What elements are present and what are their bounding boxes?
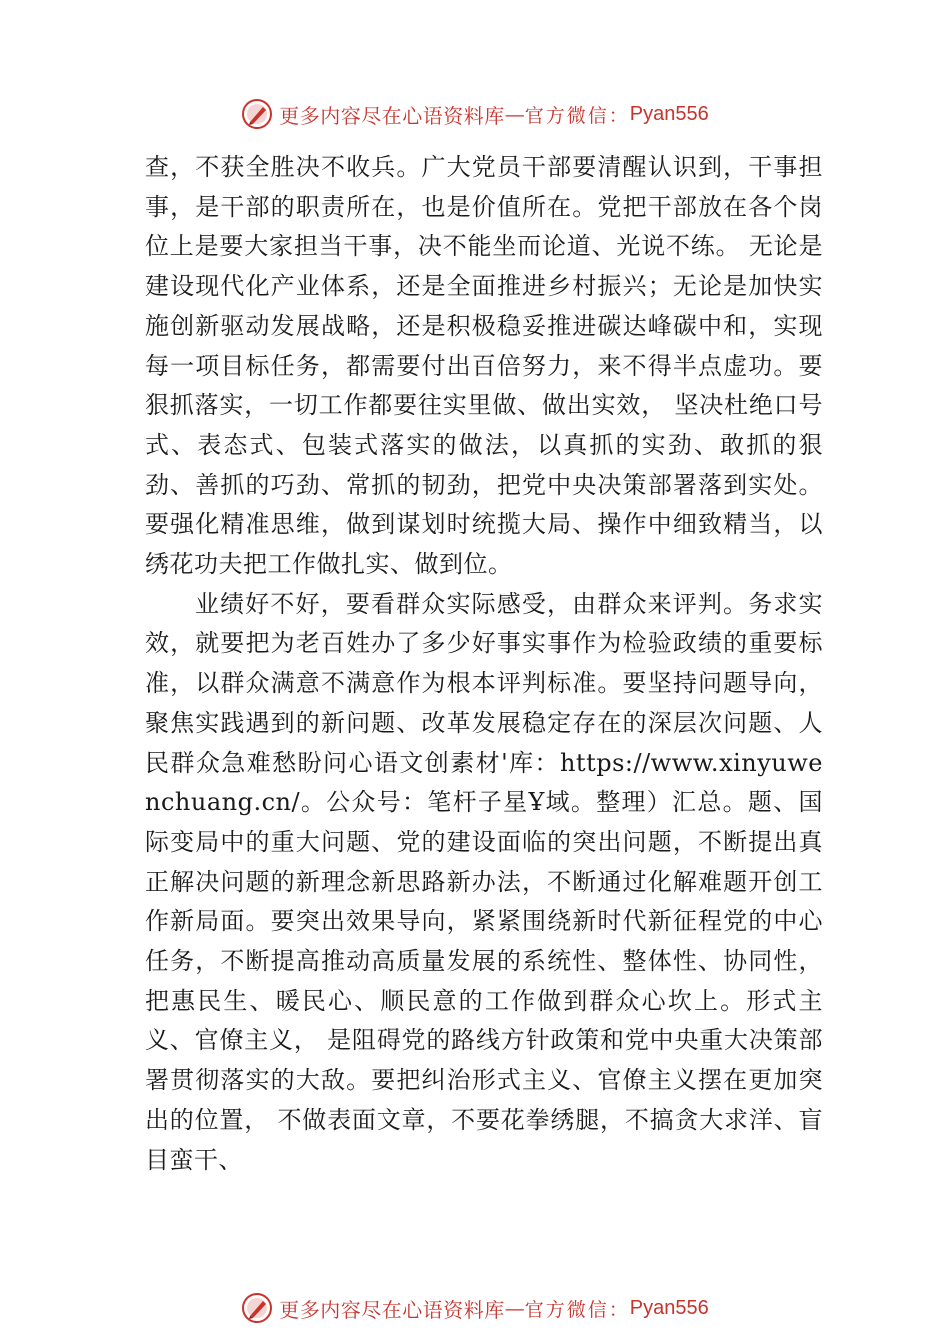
header-banner xyxy=(0,96,950,132)
pen-logo-icon xyxy=(241,98,273,130)
footer-wechat-id: Pyan556 xyxy=(629,1296,709,1319)
footer-banner-title: 更多内容尽在心语资料库 xyxy=(279,1297,505,1322)
header-wechat-id: Pyan556 xyxy=(629,102,709,125)
body-paragraph-1: 查，不获全胜决不收兵。广大党员干部要清醒认识到，干事担事，是干部的职责所在，也是价值所在。党把干部放在各个岗位上是要大家担当干事，决不能坐而论道、光说不练。 无论是建设现代化产业体系，还是全面推进乡村振兴；无论是加快实施创新驱动发展战略，还是积极稳妥推进碳达峰碳中和，实现每一项目标任务，都需要付出百倍努力，来不得半点虚功。要狠抓落实，一切工作都要往实里做、做出实效， 坚决杜绝口号式、表态式、包装式落实的做法，以真抓的实劲、敢抓的狠劲、善抓的巧劲、常抓的韧劲，把党中央决策部署落到实处。要强化精准思维，做到谋划时统揽大局、操作中细致精当，以绣花功夫把工作做扎实、做到位。 xyxy=(145,153,823,579)
footer-banner-separator: — xyxy=(504,1296,525,1320)
header-wechat-label: 官方微信： xyxy=(524,104,630,127)
footer-wechat-label: 官方微信： xyxy=(524,1298,630,1321)
footer-banner xyxy=(0,1290,950,1326)
header-banner-title: 更多内容尽在心语资料库 xyxy=(279,103,505,128)
document-body xyxy=(145,148,823,1180)
header-banner-separator: — xyxy=(504,102,525,126)
pen-logo-icon xyxy=(241,1292,273,1324)
body-paragraph-2: 业绩好不好，要看群众实际感受，由群众来评判。务求实效，就要把为老百姓办了多少好事实事作为检验政绩的重要标准，以群众满意不满意作为根本评判标准。要坚持问题导向，聚焦实践遇到的新问题、改革发展稳定存在的深层次问题、人民群众急难愁盼问心语文创素材'库：https://www.xinyuwenchuang.cn/。公众号：笔杆子星Ұ域。整理）汇总。题、国际变局中的重大问题、党的建设面临的突出问题，不断提出真正解决问题的新理念新思路新办法，不断通过化解难题开创工作新局面。要突出效果导向，紧紧围绕新时代新征程党的中心任务，不断提高推动高质量发展的系统性、整体性、协同性，把惠民生、暖民心、顺民意的工作做到群众心坎上。形式主义、官僚主义， 是阻碍党的路线方针政策和党中央重大决策部署贯彻落实的大敌。要把纠治形式主义、官僚主义摆在更加突出的位置， 不做表面文章，不要花拳绣腿，不搞贪大求洋、盲目蛮干、 xyxy=(145,589,823,1174)
